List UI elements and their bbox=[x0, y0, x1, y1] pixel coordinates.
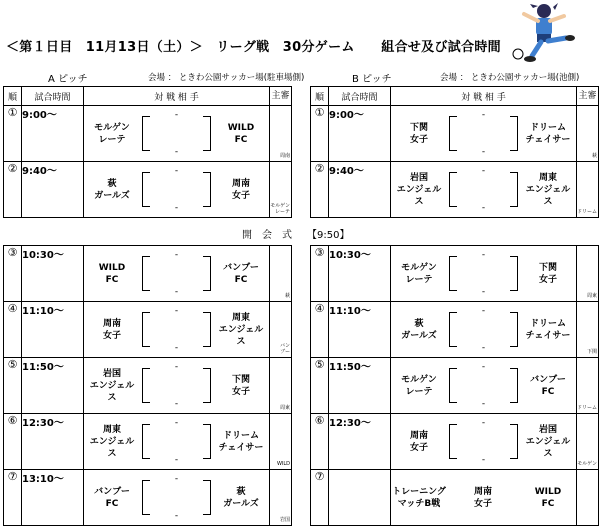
bracket-right bbox=[510, 116, 518, 151]
bracket-left bbox=[142, 312, 150, 347]
bracket-right bbox=[203, 480, 211, 515]
col-num: 順 bbox=[4, 87, 22, 106]
lead-referee-team: 岩国 bbox=[279, 517, 290, 523]
home-team: トレーニング マッチB戦 bbox=[392, 486, 446, 509]
lead-referee-cell bbox=[577, 106, 599, 162]
score-dash-second: - bbox=[481, 287, 486, 297]
lead-referee-team: WILD bbox=[276, 461, 290, 467]
col-num: 順 bbox=[311, 87, 329, 106]
match-time: 9:00～ bbox=[22, 106, 84, 162]
bracket-left bbox=[142, 424, 150, 459]
lead-referee-cell bbox=[270, 106, 292, 162]
score-dash-first: - bbox=[174, 418, 179, 428]
home-team: 岩国 エンジェル ス bbox=[89, 368, 135, 403]
pitch-b-venue: 会場 ： ときわ公園サッカー場(池側) bbox=[440, 73, 580, 83]
table-row bbox=[4, 162, 292, 218]
col-opponents: 対 戦 相 手 bbox=[84, 87, 270, 106]
match-cell bbox=[391, 246, 577, 302]
match-cell bbox=[84, 106, 270, 162]
match-number: ① bbox=[311, 106, 329, 162]
match-cell bbox=[391, 106, 577, 162]
pitch-a-label: A ピッチ bbox=[48, 74, 88, 85]
match-number: ③ bbox=[311, 246, 329, 302]
col-opponents: 対 戦 相 手 bbox=[391, 87, 577, 106]
bracket-right bbox=[510, 256, 518, 291]
score-dash-second: - bbox=[174, 147, 179, 157]
bracket-right bbox=[203, 172, 211, 207]
table-row bbox=[311, 302, 599, 358]
table-row bbox=[311, 106, 599, 162]
bracket-left bbox=[142, 368, 150, 403]
match-cell bbox=[84, 246, 270, 302]
home-team: 周東 エンジェル ス bbox=[89, 424, 135, 459]
lead-referee-cell bbox=[577, 302, 599, 358]
away-team: 下関 女子 bbox=[538, 262, 557, 285]
score-dash-first: - bbox=[174, 306, 179, 316]
bracket-left bbox=[449, 116, 457, 151]
lead-referee-cell bbox=[577, 414, 599, 470]
table-row bbox=[4, 470, 292, 526]
score-dash-second: - bbox=[481, 455, 486, 465]
match-number: ② bbox=[311, 162, 329, 218]
lead-referee-cell bbox=[270, 358, 292, 414]
lead-referee-team: モルゲン レーテ bbox=[270, 203, 290, 215]
score-dash-first: - bbox=[174, 250, 179, 260]
match-number: ① bbox=[4, 106, 22, 162]
lead-referee-team: 周東 bbox=[279, 405, 290, 411]
middle-team: 周南 女子 bbox=[473, 486, 492, 509]
home-team: モルゲン レーテ bbox=[401, 262, 437, 285]
bracket-left bbox=[449, 424, 457, 459]
match-time: 10:30～ bbox=[22, 246, 84, 302]
away-team: WILD FC bbox=[534, 486, 562, 509]
lead-referee-team: モルゲン bbox=[577, 461, 597, 467]
away-team: バンブー FC bbox=[223, 262, 259, 285]
table-row bbox=[4, 302, 292, 358]
match-cell bbox=[391, 414, 577, 470]
match-time: 11:50～ bbox=[329, 358, 391, 414]
match-cell bbox=[84, 358, 270, 414]
score-dash-second: - bbox=[481, 399, 486, 409]
away-team: 萩 ガールズ bbox=[223, 486, 259, 509]
match-time: 10:30～ bbox=[329, 246, 391, 302]
bracket-right bbox=[510, 368, 518, 403]
match-time: 12:30～ bbox=[22, 414, 84, 470]
table-row bbox=[311, 162, 599, 218]
lead-referee-team: 萩 bbox=[591, 153, 597, 159]
bracket-left bbox=[142, 480, 150, 515]
pitch-b-table-bottom bbox=[310, 245, 599, 526]
match-number: ③ bbox=[4, 246, 22, 302]
lead-referee-cell bbox=[577, 162, 599, 218]
col-lead: 主審 bbox=[270, 87, 292, 106]
home-team: 萩 ガールズ bbox=[94, 178, 130, 201]
match-time: 12:30～ bbox=[329, 414, 391, 470]
score-dash-first: - bbox=[481, 418, 486, 428]
score-dash-first: - bbox=[481, 110, 486, 120]
col-time: 試合時間 bbox=[22, 87, 84, 106]
lead-referee-team: ドリーム bbox=[577, 209, 598, 215]
match-number: ⑦ bbox=[4, 470, 22, 526]
score-dash-first: - bbox=[174, 166, 179, 176]
match-cell bbox=[84, 162, 270, 218]
opening-ceremony: 開 会 式 【9:50】 bbox=[242, 230, 350, 241]
match-number: ⑤ bbox=[311, 358, 329, 414]
score-dash-second: - bbox=[481, 343, 486, 353]
lead-referee-cell bbox=[270, 302, 292, 358]
soccer-player-illustration bbox=[500, 2, 590, 64]
bracket-left bbox=[449, 312, 457, 347]
match-cell bbox=[391, 302, 577, 358]
home-team: 岩国 エンジェル ス bbox=[396, 172, 442, 207]
away-team: 周東 エンジェル ス bbox=[218, 312, 264, 347]
table-row bbox=[311, 358, 599, 414]
table-row bbox=[4, 246, 292, 302]
score-dash-second: - bbox=[174, 511, 179, 521]
score-dash-first: - bbox=[174, 110, 179, 120]
home-team: モルゲン レーテ bbox=[401, 374, 437, 397]
away-team: バンブー FC bbox=[530, 374, 566, 397]
bracket-right bbox=[510, 172, 518, 207]
bracket-right bbox=[203, 424, 211, 459]
table-row bbox=[311, 414, 599, 470]
bracket-left bbox=[142, 256, 150, 291]
match-cell bbox=[84, 302, 270, 358]
lead-referee-cell bbox=[577, 358, 599, 414]
match-time: 11:10～ bbox=[22, 302, 84, 358]
pitch-a-venue: 会場 ： ときわ公園サッカー場(駐車場側) bbox=[148, 73, 305, 83]
lead-referee-cell bbox=[270, 414, 292, 470]
away-team: 岩国 エンジェル ス bbox=[525, 424, 571, 459]
away-team: ドリーム チェイサー bbox=[525, 318, 571, 341]
bracket-right bbox=[510, 312, 518, 347]
match-cell bbox=[391, 358, 577, 414]
score-dash-first: - bbox=[481, 362, 486, 372]
away-team: ドリーム チェイサー bbox=[525, 122, 571, 145]
pitch-b-table-top bbox=[310, 86, 599, 218]
lead-referee-team: ドリーム bbox=[577, 405, 598, 411]
bracket-right bbox=[203, 312, 211, 347]
score-dash-first: - bbox=[481, 250, 486, 260]
table-row bbox=[4, 414, 292, 470]
lead-referee-cell bbox=[270, 470, 292, 526]
pitch-b-label: B ピッチ bbox=[352, 74, 392, 85]
page-title: ＜第１日目 11月13日（土）＞ リーグ戦 30分ゲーム 組合せ及び試合時間 bbox=[6, 40, 501, 55]
match-number: ④ bbox=[311, 302, 329, 358]
lead-referee-cell bbox=[577, 246, 599, 302]
lead-referee-team: 下関 bbox=[586, 349, 597, 355]
bracket-left bbox=[449, 256, 457, 291]
col-lead: 主審 bbox=[577, 87, 599, 106]
score-dash-first: - bbox=[174, 362, 179, 372]
away-team: 下関 女子 bbox=[231, 374, 250, 397]
match-number: ⑦ bbox=[311, 470, 329, 526]
lead-referee-cell bbox=[270, 162, 292, 218]
table-row bbox=[311, 246, 599, 302]
score-dash-first: - bbox=[481, 306, 486, 316]
match-cell bbox=[391, 470, 577, 526]
table-row bbox=[4, 106, 292, 162]
score-dash-second: - bbox=[174, 343, 179, 353]
away-team: 周南 女子 bbox=[231, 178, 250, 201]
match-cell bbox=[84, 414, 270, 470]
lead-referee-cell bbox=[577, 470, 599, 526]
bracket-left bbox=[449, 172, 457, 207]
lead-referee-team: 周南 bbox=[279, 153, 290, 159]
score-dash-first: - bbox=[174, 474, 179, 484]
away-team: 周東 エンジェル ス bbox=[525, 172, 571, 207]
table-row bbox=[311, 470, 599, 526]
home-team: モルゲン レーテ bbox=[94, 122, 130, 145]
bracket-right bbox=[203, 368, 211, 403]
bracket-left bbox=[142, 172, 150, 207]
match-number: ⑥ bbox=[311, 414, 329, 470]
match-number: ⑥ bbox=[4, 414, 22, 470]
lead-referee-team: バン ブー bbox=[279, 343, 290, 355]
match-number: ② bbox=[4, 162, 22, 218]
lead-referee-team: 周東 bbox=[586, 293, 597, 299]
bracket-right bbox=[510, 424, 518, 459]
score-dash-first: - bbox=[481, 166, 486, 176]
home-team: 下関 女子 bbox=[409, 122, 428, 145]
away-team: ドリーム チェイサー bbox=[218, 430, 264, 453]
pitch-a-table-top bbox=[3, 86, 292, 218]
match-time: 13:10～ bbox=[22, 470, 84, 526]
score-dash-second: - bbox=[174, 455, 179, 465]
score-dash-second: - bbox=[174, 203, 179, 213]
home-team: WILD FC bbox=[98, 262, 126, 285]
match-time bbox=[329, 470, 391, 526]
match-cell bbox=[391, 162, 577, 218]
away-team: WILD FC bbox=[227, 122, 255, 145]
pitch-a-table-bottom bbox=[3, 245, 292, 526]
score-dash-second: - bbox=[174, 399, 179, 409]
home-team: 周南 女子 bbox=[102, 318, 121, 341]
match-time: 11:50～ bbox=[22, 358, 84, 414]
bracket-left bbox=[449, 368, 457, 403]
lead-referee-cell bbox=[270, 246, 292, 302]
match-time: 9:40～ bbox=[22, 162, 84, 218]
bracket-left bbox=[142, 116, 150, 151]
match-cell bbox=[84, 470, 270, 526]
score-dash-second: - bbox=[174, 287, 179, 297]
table-row bbox=[4, 358, 292, 414]
lead-referee-team: 萩 bbox=[284, 293, 290, 299]
match-number: ⑤ bbox=[4, 358, 22, 414]
match-number: ④ bbox=[4, 302, 22, 358]
home-team: 萩 ガールズ bbox=[401, 318, 437, 341]
score-dash-second: - bbox=[481, 147, 486, 157]
col-time: 試合時間 bbox=[329, 87, 391, 106]
home-team: バンブー FC bbox=[94, 486, 130, 509]
bracket-right bbox=[203, 256, 211, 291]
match-time: 9:00～ bbox=[329, 106, 391, 162]
bracket-right bbox=[203, 116, 211, 151]
match-time: 9:40～ bbox=[329, 162, 391, 218]
home-team: 周南 女子 bbox=[409, 430, 428, 453]
score-dash-second: - bbox=[481, 203, 486, 213]
match-time: 11:10～ bbox=[329, 302, 391, 358]
